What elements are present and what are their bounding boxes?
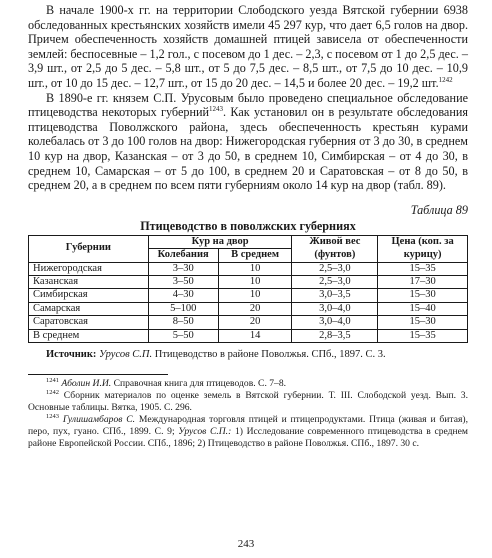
footnote xyxy=(28,378,468,390)
cell-province: В среднем xyxy=(29,329,149,342)
header-price: Цена (коп. за курицу) xyxy=(378,235,468,262)
cell-range: 4–30 xyxy=(148,289,218,302)
cell-price: 15–35 xyxy=(378,262,468,275)
cell-province: Нижегородская xyxy=(29,262,149,275)
page-number: 243 xyxy=(237,538,255,550)
header-average: В среднем xyxy=(218,249,292,262)
table-row xyxy=(29,262,468,275)
table-row xyxy=(29,275,468,288)
cell-province: Казанская xyxy=(29,275,149,288)
table-caption: Таблица 89 xyxy=(410,202,468,217)
cell-average: 10 xyxy=(218,275,292,288)
cell-price: 15–30 xyxy=(378,316,468,329)
header-range: Колебания xyxy=(148,249,218,262)
cell-average: 10 xyxy=(218,262,292,275)
footnote-author: Гулишамбаров С. xyxy=(62,413,136,425)
table-row xyxy=(29,289,468,302)
paragraph-text: . Как установил он в результате обследования птицеводства Поволжского района, здесь обеспеченность крестьян курами колебалась от 3 до 100 голов на двор: Нижегородская губерния от 3 до 30, в среднем 10 кур на двор, Казанская – от 3 до 50, в среднем 10, Симбирская – от 4 до 30, в среднем 10, Самарская – от 5 до 100, в среднем 20 и Саратовская – от 8 до 50, в среднем 20, а в среднем по всем пяти губерниям около 14 кур на двор (табл. 89). xyxy=(28,105,468,193)
cell-average: 20 xyxy=(218,302,292,315)
poultry-table xyxy=(28,235,468,343)
cell-province: Самарская xyxy=(29,302,149,315)
footnote-ref[interactable]: 1243 xyxy=(209,105,224,114)
footnote-ref[interactable]: 1242 xyxy=(438,75,453,84)
cell-average: 10 xyxy=(218,289,292,302)
cell-range: 8–50 xyxy=(148,316,218,329)
cell-average: 14 xyxy=(218,329,292,342)
footnote xyxy=(28,390,468,414)
footnote-text: Международная торговля птицей и птицепродуктами. Птица (живая и битая), перо, пух, гуано. СПб., 1899. С. 9; xyxy=(28,413,469,437)
source-author: Урусов С.П. xyxy=(99,348,153,360)
paragraph-text: В начале 1900-х гг. на территории Слободского уезда Вятской губернии 6938 обследованных крестьянских хозяйств имели 45 297 кур, что дает 6,5 голов на двор. Причем обеспеченность хозяйств домашней птицей зависела от обеспеченности землей: беспосевные – 1,2 гол., с посевом до 1 дес. – 2,3, с посевом от 1 до 2,5 дес. – 3,9 шт., от 2,5 до 5 дес. – 5,8 шт., от 5 до 7,5 дес. – 8,5 шт., от 7,5 до 10 дес. – 10,9 шт., от 10 до 15 дес. – 12,7 шт., от 15 до 20 дес. – 14,5 и более 20 дес. – 19,2 шт. xyxy=(28,3,468,90)
table-row xyxy=(29,302,468,315)
header-chickens: Кур на двор xyxy=(148,235,292,248)
header-weight: Живой вес (фунтов) xyxy=(292,235,378,262)
cell-price: 15–30 xyxy=(378,289,468,302)
cell-weight: 2,8–3,5 xyxy=(292,329,378,342)
footnote-text: Сборник материалов по оценке земель в Вятской губернии. Т. III. Слободской уезд. Вып. 3. Основные таблицы. Вятка, 1905. С. 296. xyxy=(28,389,468,413)
cell-weight: 3,0–3,5 xyxy=(292,289,378,302)
cell-range: 3–30 xyxy=(148,262,218,275)
header-province: Губернии xyxy=(29,235,149,262)
table-source: Источник: Урусов С.П. Птицеводство в районе Поволжья. СПб., 1897. С. 3. xyxy=(46,348,386,360)
cell-weight: 2,5–3,0 xyxy=(292,275,378,288)
footnote-author: Урусов С.П.: xyxy=(178,425,232,437)
cell-range: 5–50 xyxy=(148,329,218,342)
table-row xyxy=(29,316,468,329)
cell-province: Симбирская xyxy=(29,289,149,302)
paragraph-1 xyxy=(28,3,468,91)
cell-weight: 3,0–4,0 xyxy=(292,316,378,329)
table-row-total xyxy=(29,329,468,342)
footnote-text: 1) Исследование современного птицеводства в среднем районе Европейской России. СПб., 1896; 2) Птицеводство в районе Поволжья. СПб., 1897. 30 с. xyxy=(28,425,468,449)
page-body xyxy=(28,3,468,449)
cell-weight: 3,0–4,0 xyxy=(292,302,378,315)
source-text: Птицеводство в районе Поволжья. СПб., 1897. С. 3. xyxy=(152,348,386,360)
footnote-number: 1242 xyxy=(46,388,59,396)
cell-price: 17–30 xyxy=(378,275,468,288)
footnote xyxy=(28,414,468,450)
cell-province: Саратовская xyxy=(29,316,149,329)
footnote-divider xyxy=(28,374,168,375)
footnote-author: Аболин И.И. xyxy=(61,377,112,389)
paragraph-2 xyxy=(28,91,468,193)
footnote-number: 1243 xyxy=(46,412,59,420)
source-label: Источник xyxy=(46,348,93,360)
cell-price: 15–35 xyxy=(378,329,468,342)
cell-price: 15–40 xyxy=(378,302,468,315)
footnote-text: Справочная книга для птицеводов. С. 7–8. xyxy=(111,377,287,389)
table-title: Птицеводство в поволжских губерниях xyxy=(140,218,356,233)
cell-range: 5–100 xyxy=(148,302,218,315)
footnote-number: 1241 xyxy=(46,376,59,384)
cell-average: 20 xyxy=(218,316,292,329)
paragraph-text: В 1890-е гг. князем С.П. Урусовым было проведено специальное обследование птицеводства некоторых губерний xyxy=(28,90,468,120)
cell-range: 3–50 xyxy=(148,275,218,288)
cell-weight: 2,5–3,0 xyxy=(292,262,378,275)
